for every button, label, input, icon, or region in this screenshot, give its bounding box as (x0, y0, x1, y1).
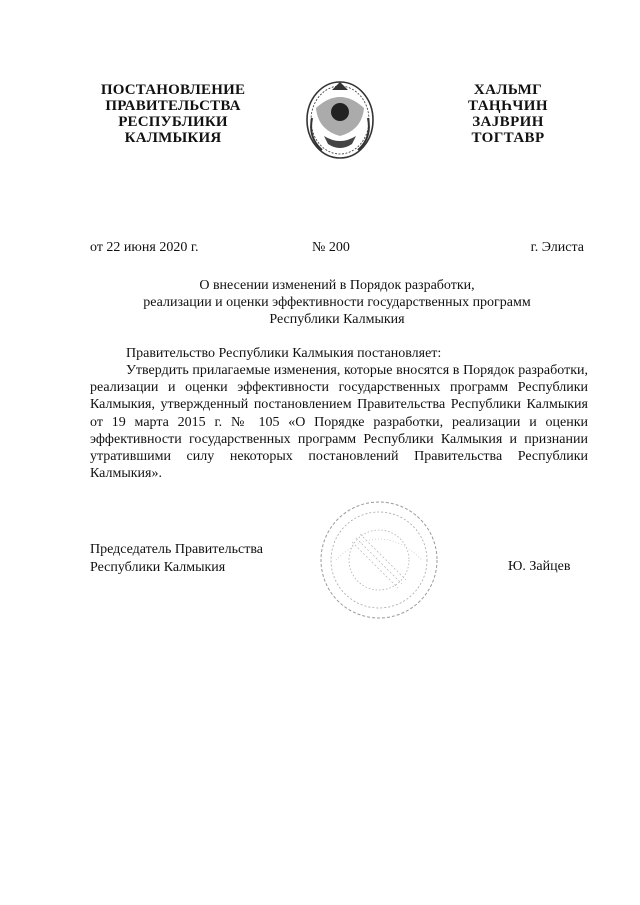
signatory-position-line-1: Председатель Правительства (90, 542, 263, 557)
body-paragraph: Утвердить прилагаемые изменения, которые вносятся в Порядок разработки, реализации и оценки эффективности государственных программ Республики Калмыкия, утвержденный постановлением Правительства Республики Калмыкия от 19 марта 2015 г. № 105 «О Порядке разработки, реализации и оценки эффективности государственных программ Республики Калмыкия и признании утратившими силу некоторых постановлений Правительства Республики Калмыкия». (90, 363, 588, 482)
header-right-line-2: ТАҢҺЧИН (468, 98, 548, 114)
signatory-position (90, 541, 263, 577)
title-line-1: О внесении изменений в Порядок разработки, (199, 278, 475, 293)
header-kalmyk (448, 82, 568, 146)
title-line-2: реализации и оценки эффективности государственных программ (143, 295, 531, 310)
official-seal-stamp (316, 498, 442, 622)
header-right-line-4: ТОГТАВР (471, 130, 545, 146)
title-line-3: Республики Калмыкия (269, 312, 405, 327)
header-right-line-3: ЗАЈВРИН (472, 114, 544, 130)
coat-of-arms-emblem (302, 78, 378, 162)
header-russian (88, 82, 258, 146)
document-city: г. Элиста (530, 240, 584, 255)
document-meta (90, 240, 584, 258)
document-date: от 22 июня 2020 г. (90, 240, 199, 255)
header-left-line-2: ПРАВИТЕЛЬСТВА (105, 98, 241, 114)
header-right-line-1: ХАЛЬМГ (473, 82, 543, 98)
header-left-line-1: ПОСТАНОВЛЕНИЕ (100, 82, 246, 98)
document-number: № 200 (312, 240, 350, 255)
signatory-name: Ю. Зайцев (508, 559, 571, 574)
header-left-line-4: КАЛМЫКИЯ (124, 130, 222, 146)
signatory-position-line-2: Республики Калмыкия (90, 560, 226, 575)
intro-paragraph: Правительство Республики Калмыкия постановляет: (126, 346, 442, 361)
header-left-line-3: РЕСПУБЛИКИ (118, 114, 228, 130)
document-title (90, 277, 584, 328)
